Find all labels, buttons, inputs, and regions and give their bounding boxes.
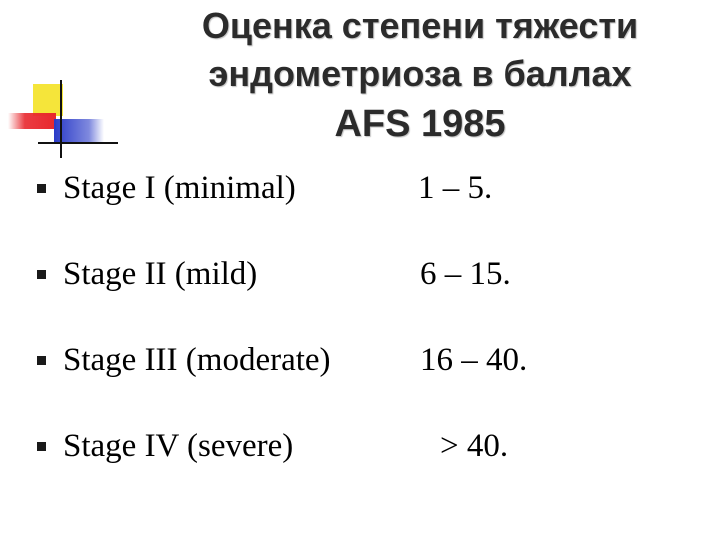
stage-label: Stage IV (severe) — [63, 428, 294, 464]
logo-red-bar — [8, 113, 56, 129]
stage-row — [0, 424, 720, 468]
slide-title-line-2: эндометриоза в баллах — [208, 53, 632, 94]
stage-label: Stage I (minimal) — [63, 170, 296, 206]
stage-label: Stage III (moderate) — [63, 342, 331, 378]
slide-logo — [0, 0, 120, 170]
stage-row — [0, 166, 720, 210]
stage-score: 6 – 15. — [420, 256, 511, 292]
logo-yellow-square — [33, 84, 63, 116]
stage-score: 16 – 40. — [420, 342, 528, 378]
stage-score: > 40. — [440, 428, 509, 464]
square-bullet-icon — [37, 184, 46, 193]
square-bullet-icon — [37, 270, 46, 279]
stage-label: Stage II (mild) — [63, 256, 258, 292]
slide-title-line-3: AFS 1985 — [334, 103, 506, 145]
stage-score: 1 – 5. — [418, 170, 493, 206]
square-bullet-icon — [37, 442, 46, 451]
square-bullet-icon — [37, 356, 46, 365]
stage-row — [0, 338, 720, 382]
stage-row — [0, 252, 720, 296]
slide-title-line-1: Оценка степени тяжести — [201, 5, 639, 46]
